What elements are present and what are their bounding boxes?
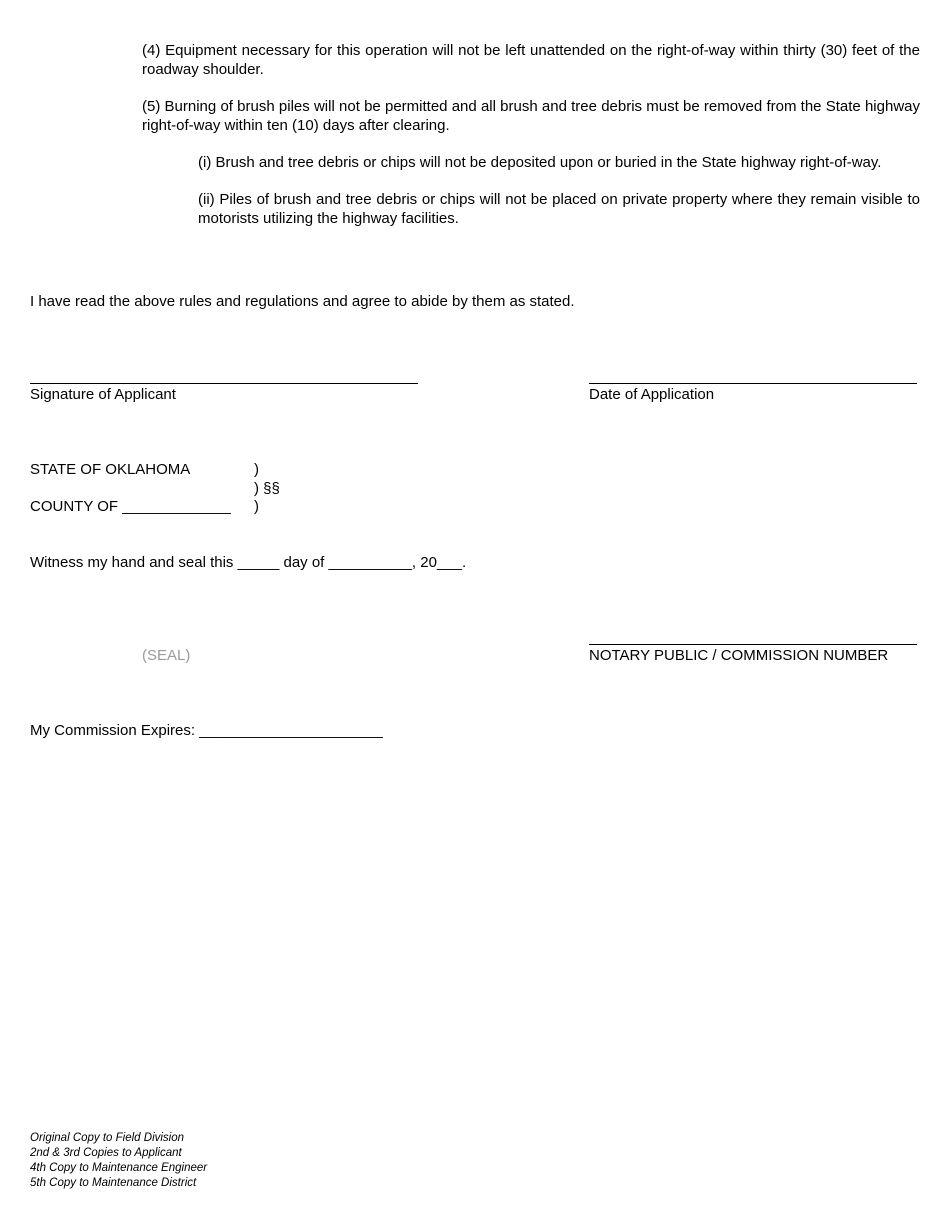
date-label: Date of Application	[589, 386, 715, 403]
distribution-list	[30, 1131, 207, 1191]
venue-paren-top: )	[254, 461, 259, 478]
distribution-item: 2nd & 3rd Copies to Applicant	[30, 1147, 182, 1159]
rule-item-4: (4) Equipment necessary for this operation will not be left unattended on the right-of-way within thirty (30) feet of the roadway shoulder.	[142, 42, 920, 78]
county-line: COUNTY OF _____________	[30, 498, 231, 515]
signature-line	[30, 383, 418, 384]
seal-placeholder: (SEAL)	[142, 647, 191, 664]
agreement-statement: I have read the above rules and regulations and agree to abide by them as stated.	[30, 293, 575, 310]
notary-label: NOTARY PUBLIC / COMMISSION NUMBER	[589, 647, 889, 664]
signature-label: Signature of Applicant	[30, 386, 176, 403]
rule-item-5: (5) Burning of brush piles will not be permitted and all brush and tree debris must be removed from the State highway right-of-way within ten (10) days after clearing.	[142, 98, 920, 134]
distribution-item: 4th Copy to Maintenance Engineer	[30, 1162, 208, 1174]
commission-expires: My Commission Expires: ______________________	[30, 722, 383, 739]
venue-paren-section: ) §§	[254, 480, 280, 497]
state-line: STATE OF OKLAHOMA	[30, 461, 191, 478]
date-line	[589, 383, 917, 384]
notary-line	[589, 644, 917, 645]
distribution-item: 5th Copy to Maintenance District	[30, 1177, 197, 1189]
venue-paren-bottom: )	[254, 498, 259, 515]
witness-statement: Witness my hand and seal this _____ day of __________, 20___.	[30, 554, 467, 571]
rule-item-5-ii: (ii) Piles of brush and tree debris or chips will not be placed on private property where they remain visible to motorists utilizing the highway facilities.	[198, 191, 920, 227]
rule-item-5-i: (i) Brush and tree debris or chips will not be deposited upon or buried in the State highway right-of-way.	[198, 154, 882, 171]
distribution-item: Original Copy to Field Division	[30, 1132, 185, 1144]
